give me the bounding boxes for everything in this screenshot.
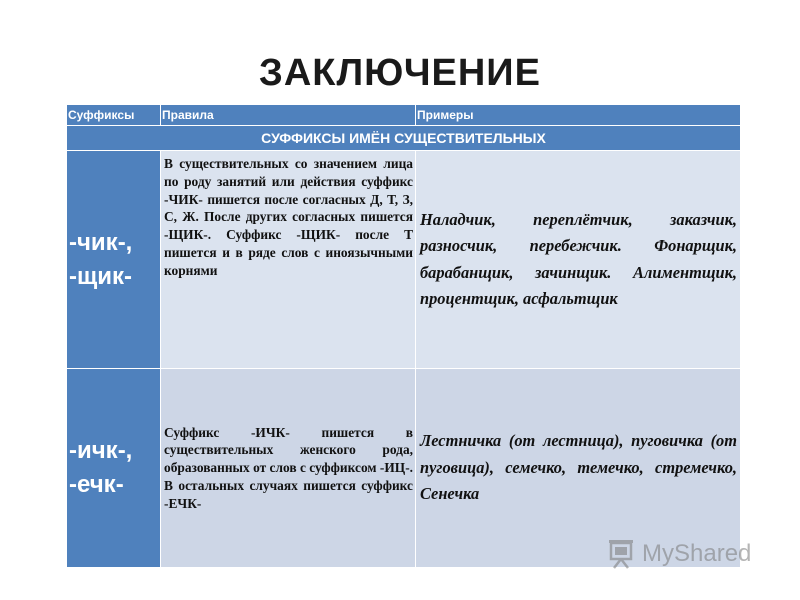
rule-cell: В существительных со значением лица по роду занятий или действия суффикс -ЧИК- пишется после согласных Д, Т, З, С, Ж. После других согласных пишется -ЩИК-. Суффикс -ЩИК- после Т пишется и в ряде слов с иноязычными корнями xyxy=(161,151,416,369)
examples-cell: Наладчик, переплётчик, заказчик, разносчик, перебежчик. Фонарщик, барабанщик, зачинщик. Алиментщик, процентщик, асфальтщик xyxy=(416,151,741,369)
table-row xyxy=(67,151,741,369)
column-header-rules: Правила xyxy=(161,105,416,126)
suffix-cell: -ичк-, -ечк- xyxy=(67,369,161,568)
rule-cell: Суффикс -ИЧК- пишется в существительных женского рода, образованных от слов с суффиксом -ИЦ-. В остальных случаях пишется суффикс -ЕЧК- xyxy=(161,369,416,568)
slide-title: ЗАКЛЮЧЕНИЕ xyxy=(259,52,541,94)
watermark-logo xyxy=(606,536,751,572)
suffix-cell: -чик-, -щик- xyxy=(67,151,161,369)
watermark-text: MyShared xyxy=(642,540,752,567)
column-header-examples: Примеры xyxy=(416,105,741,126)
suffix-table xyxy=(66,104,741,568)
column-header-suffixes: Суффиксы xyxy=(67,105,161,126)
presentation-screen-icon xyxy=(606,538,636,570)
section-title: СУФФИКСЫ ИМЁН СУЩЕСТВИТЕЛЬНЫХ xyxy=(67,126,741,151)
section-row xyxy=(67,126,741,151)
header-row xyxy=(67,105,741,126)
examples-cell: Лестничка (от лестница), пуговичка (от пуговица), семечко, темечко, стремечко, Сенечка xyxy=(416,369,741,568)
